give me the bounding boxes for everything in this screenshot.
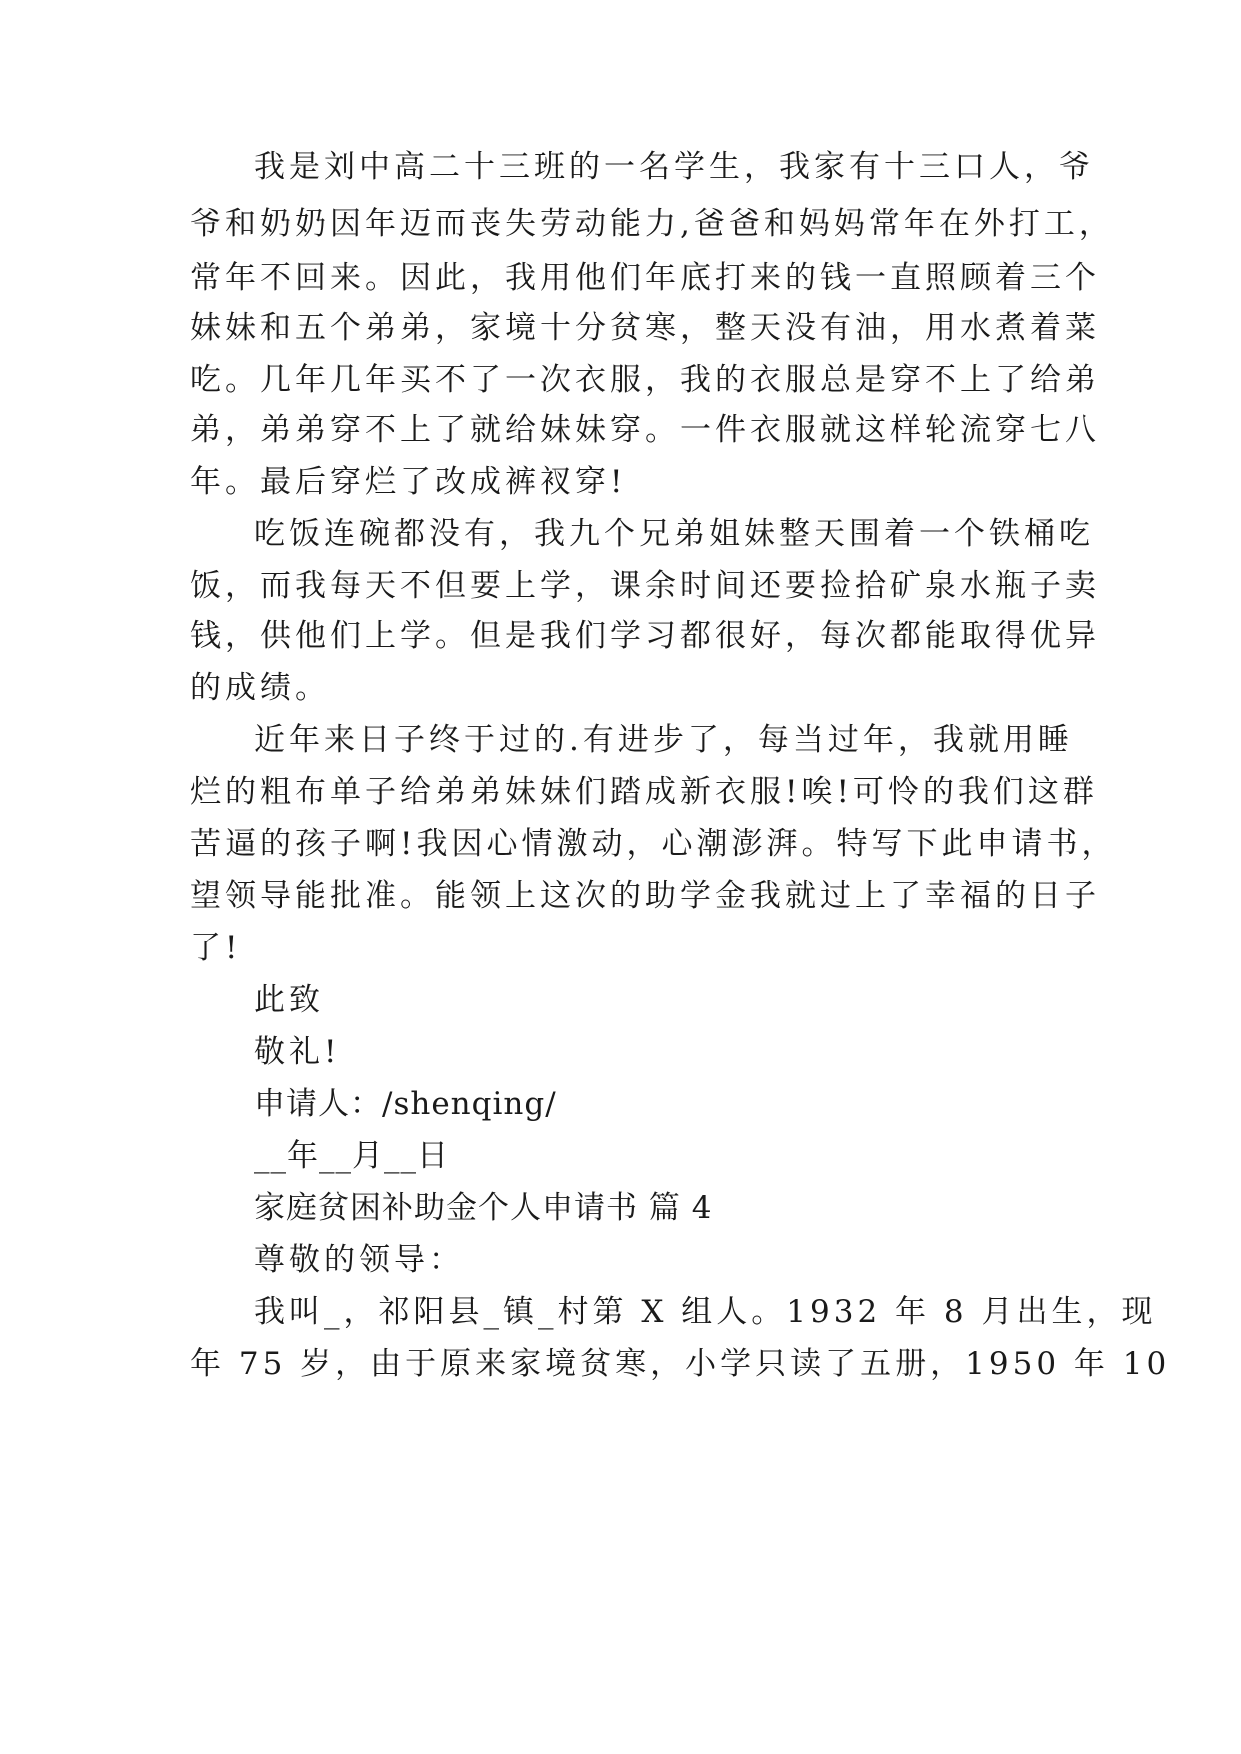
paragraph-line: 爷和奶奶因年迈而丧失劳动能力,爸爸和妈妈常年在外打工， bbox=[190, 206, 1114, 242]
paragraph-line: 望领导能批准。能领上这次的助学金我就过上了幸福的日子 bbox=[190, 878, 1100, 914]
applicant-line: 申请人：/shenqing/ bbox=[254, 1086, 557, 1122]
paragraph-line: 的成绩。 bbox=[190, 670, 330, 706]
paragraph-line: 吃饭连碗都没有，我九个兄弟姐妹整天围着一个铁桶吃 bbox=[254, 516, 1094, 552]
paragraph-line: 年 75 岁，由于原来家境贫寒，小学只读了五册，1950 年 10 bbox=[190, 1346, 1171, 1382]
paragraph-line: 妹妹和五个弟弟，家境十分贫寒，整天没有油，用水煮着菜 bbox=[190, 310, 1100, 346]
paragraph-line: 了! bbox=[190, 930, 242, 966]
paragraph-line: 苦逼的孩子啊!我因心情激动，心潮澎湃。特写下此申请书， bbox=[190, 826, 1117, 862]
paragraph-line: 弟，弟弟穿不上了就给妹妹穿。一件衣服就这样轮流穿七八 bbox=[190, 412, 1100, 448]
paragraph-line: 年。最后穿烂了改成裤衩穿! bbox=[190, 464, 627, 500]
paragraph-line: 我叫_，祁阳县_镇_村第 X 组人。1932 年 8 月出生，现 bbox=[254, 1294, 1157, 1330]
paragraph-line: 常年不回来。因此，我用他们年底打来的钱一直照顾着三个 bbox=[190, 260, 1100, 296]
paragraph-line: 钱，供他们上学。但是我们学习都很好，每次都能取得优异 bbox=[190, 618, 1100, 654]
paragraph-line: 近年来日子终于过的.有进步了，每当过年，我就用睡 bbox=[254, 722, 1073, 758]
date-line: __年__月__日 bbox=[254, 1138, 449, 1174]
section-title: 家庭贫困补助金个人申请书 篇 4 bbox=[254, 1190, 713, 1226]
paragraph-line: 吃。几年几年买不了一次衣服，我的衣服总是穿不上了给弟 bbox=[190, 362, 1100, 398]
paragraph-line: 我是刘中高二十三班的一名学生，我家有十三口人，爷 bbox=[254, 149, 1094, 185]
salute-text: 敬礼! bbox=[254, 1034, 341, 1070]
greeting-text: 尊敬的领导： bbox=[254, 1242, 464, 1278]
paragraph-line: 烂的粗布单子给弟弟妹妹们踏成新衣服!唉!可怜的我们这群 bbox=[190, 774, 1098, 810]
paragraph-line: 饭，而我每天不但要上学，课余时间还要捡拾矿泉水瓶子卖 bbox=[190, 568, 1100, 604]
closing-text: 此致 bbox=[254, 982, 324, 1018]
